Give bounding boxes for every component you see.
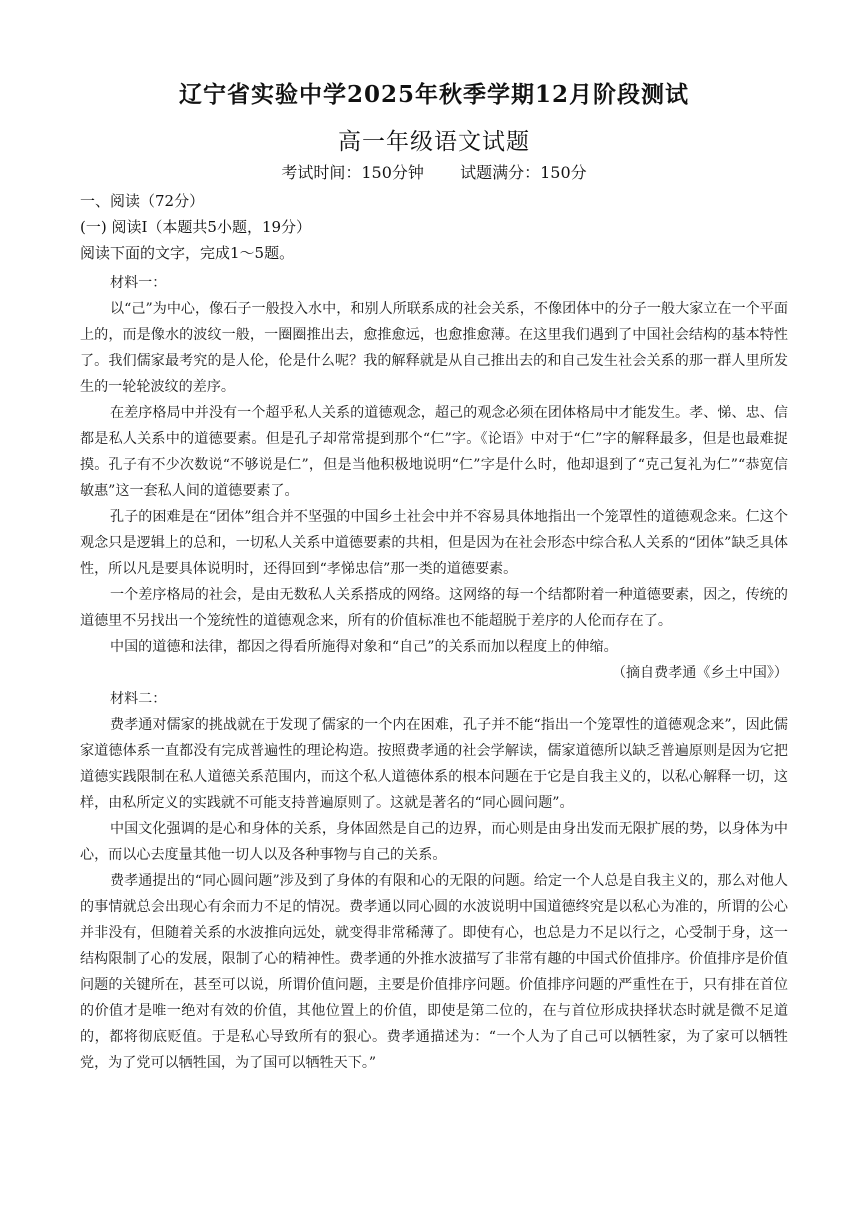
section-heading-reading1: (一) 阅读Ⅰ（本题共5小题，19分）: [80, 218, 312, 236]
material1-paragraph: 一个差序格局的社会，是由无数私人关系搭成的网络。这网络的每一个结都附着一种道德要素，因之，传统的道德里不另找出一个笼统性的道德观念来，所有的价值标准也不能超脱于差序的人伦而存在了。: [80, 587, 788, 629]
material2-label: 材料二：: [110, 691, 167, 707]
reading-passage: [80, 270, 788, 1076]
exam-info: [0, 160, 868, 183]
exam-title: 辽宁省实验中学2025年秋季学期12月阶段测试: [178, 81, 690, 108]
material1-label: 材料一：: [110, 275, 167, 291]
section-heading-part1: 一、阅读（72分）: [80, 192, 205, 210]
material1-paragraph: 以“己”为中心，像石子一般投入水中，和别人所联系成的社会关系，不像团体中的分子一般大家立在一个平面上的，而是像水的波纹一般，一圈圈推出去，愈推愈远，也愈推愈薄。在这里我们遇到了中国社会结构的基本特性了。我们儒家最考究的是人伦，伦是什么呢？我的解释就是从自己推出去的和自己发生社会关系的那一群人里所发生的一轮轮波纹的差序。: [80, 301, 788, 395]
exam-time: 考试时间：150分钟: [281, 163, 424, 182]
material1-paragraph: 在差序格局中并没有一个超乎私人关系的道德观念，超己的观念必须在团体格局中才能发生。孝、悌、忠、信都是私人关系中的道德要素。但是孔子却常常提到那个“仁”字。《论语》中对于“仁”字的解释最多，但是也最难捉摸。孔子有不少次数说“不够说是仁”，但是当他积极地说明“仁”字是什么时，他却退到了“克己复礼为仁”“恭宽信敏惠”这一套私人间的道德要素了。: [80, 405, 788, 499]
material1-source: （摘自费孝通《乡土中国》）: [611, 665, 788, 681]
material1-paragraph: 孔子的困难是在“团体”组合并不坚强的中国乡土社会中并不容易具体地指出一个笼罩性的道德观念来。仁这个观念只是逻辑上的总和，一切私人关系中道德要素的共相，但是因为在社会形态中综合私人关系的“团体”缺乏具体性，所以凡是要具体说明时，还得回到“孝悌忠信”那一类的道德要素。: [80, 509, 788, 577]
material2-paragraph: 费孝通提出的“同心圆问题”涉及到了身体的有限和心的无限的问题。给定一个人总是自我主义的，那么对他人的事情就总会出现心有余而力不足的情况。费孝通以同心圆的水波说明中国道德终究是以私心为准的，所谓的公心并非没有，但随着关系的水波推向远处，就变得非常稀薄了。即使有心，也总是力不足以行之，心受制于身，这一结构限制了心的发展，限制了心的精神性。费孝通的外推水波描写了非常有趣的中国式价值排序。价值排序是价值问题的关键所在，甚至可以说，所谓价值问题，主要是价值排序问题。价值排序问题的严重性在于，只有排在首位的价值才是唯一绝对有效的价值，其他位置上的价值，即使是第二位的，在与首位形成抉择状态时就是微不足道的，都将彻底贬值。于是私心导致所有的狠心。费孝通描述为：“一个人为了自己可以牺牲家，为了家可以牺牲党，为了党可以牺牲国，为了国可以牺牲天下。”: [80, 873, 788, 1071]
material2-paragraph: 中国文化强调的是心和身体的关系，身体固然是自己的边界，而心则是由身出发而无限扩展的势，以身体为中心，而以心去度量其他一切人以及各种事物与自己的关系。: [80, 821, 788, 863]
instruction-text: 阅读下面的文字，完成1～5题。: [80, 244, 295, 262]
material2-paragraph: 费孝通对儒家的挑战就在于发现了儒家的一个内在困难，孔子并不能“指出一个笼罩性的道德观念来”，因此儒家道德体系一直都没有完成普遍性的理论构造。按照费孝通的社会学解读，儒家道德所以缺乏普遍原则是因为它把道德实践限制在私人道德关系范围内，而这个私人道德体系的根本问题在于它是自我主义的，以私心解释一切，这样，由私所定义的实践就不可能支持普遍原则了。这就是著名的“同心圆问题”。: [80, 717, 788, 811]
full-score: 试题满分：150分: [460, 163, 587, 182]
material1-paragraph: 中国的道德和法律，都因之得看所施得对象和“自己”的关系而加以程度上的伸缩。: [110, 639, 618, 655]
exam-subtitle: 高一年级语文试题: [338, 129, 530, 155]
